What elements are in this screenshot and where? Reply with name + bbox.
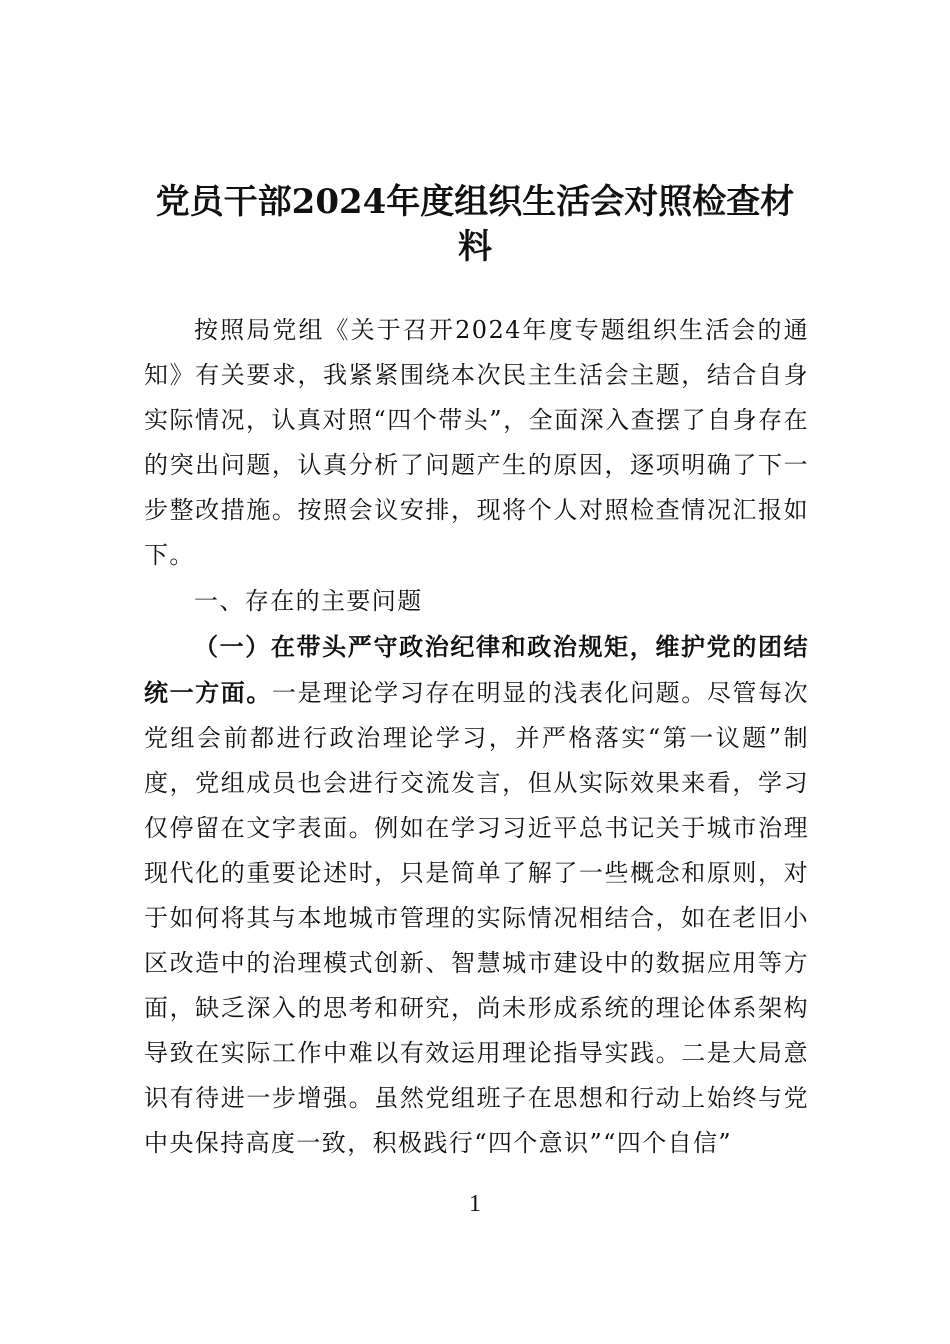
document-body [144, 308, 809, 1166]
subsection-body: 一是理论学习存在明显的浅表化问题。尽管每次党组会前都进行政治理论学习，并严格落实“第一议题”制度，党组成员也会进行交流发言，但从实际效果来看，学习仅停留在文字表面。例如在学习习近平总书记关于城市治理现代化的重要论述时，只是简单了解了一些概念和原则，对于如何将其与本地城市管理的实际情况相结合，如在老旧小区改造中的治理模式创新、智慧城市建设中的数据应用等方面，缺乏深入的思考和研究，尚未形成系统的理论体系架构导致在实际工作中难以有效运用理论指导实践。二是大局意识有待进一步增强。虽然党组班子在思想和行动上始终与党中央保持高度一致，积极践行“四个意识”“四个自信” [144, 679, 809, 1157]
section-heading: 一、存在的主要问题 [194, 587, 423, 615]
document-title-line-2: 料 [458, 227, 492, 267]
document-title-line-1: 党员干部2024年度组织生活会对照检查材 [155, 182, 795, 222]
intro-paragraph: 按照局党组《关于召开2024年度专题组织生活会的通知》有关要求，我紧紧围绕本次民主生活会主题，结合自身实际情况，认真对照“四个带头”，全面深入查摆了自身存在的突出问题，认真分析了问题产生的原因，逐项明确了下一步整改措施。按照会议安排，现将个人对照检查情况汇报如下。 [144, 316, 809, 569]
subsection-paragraph [144, 624, 809, 1166]
subsection-heading: （一）在带头严守政治纪律和政治规矩，维护党的团结统一方面。 [144, 632, 809, 707]
page-number: 1 [469, 1191, 481, 1217]
